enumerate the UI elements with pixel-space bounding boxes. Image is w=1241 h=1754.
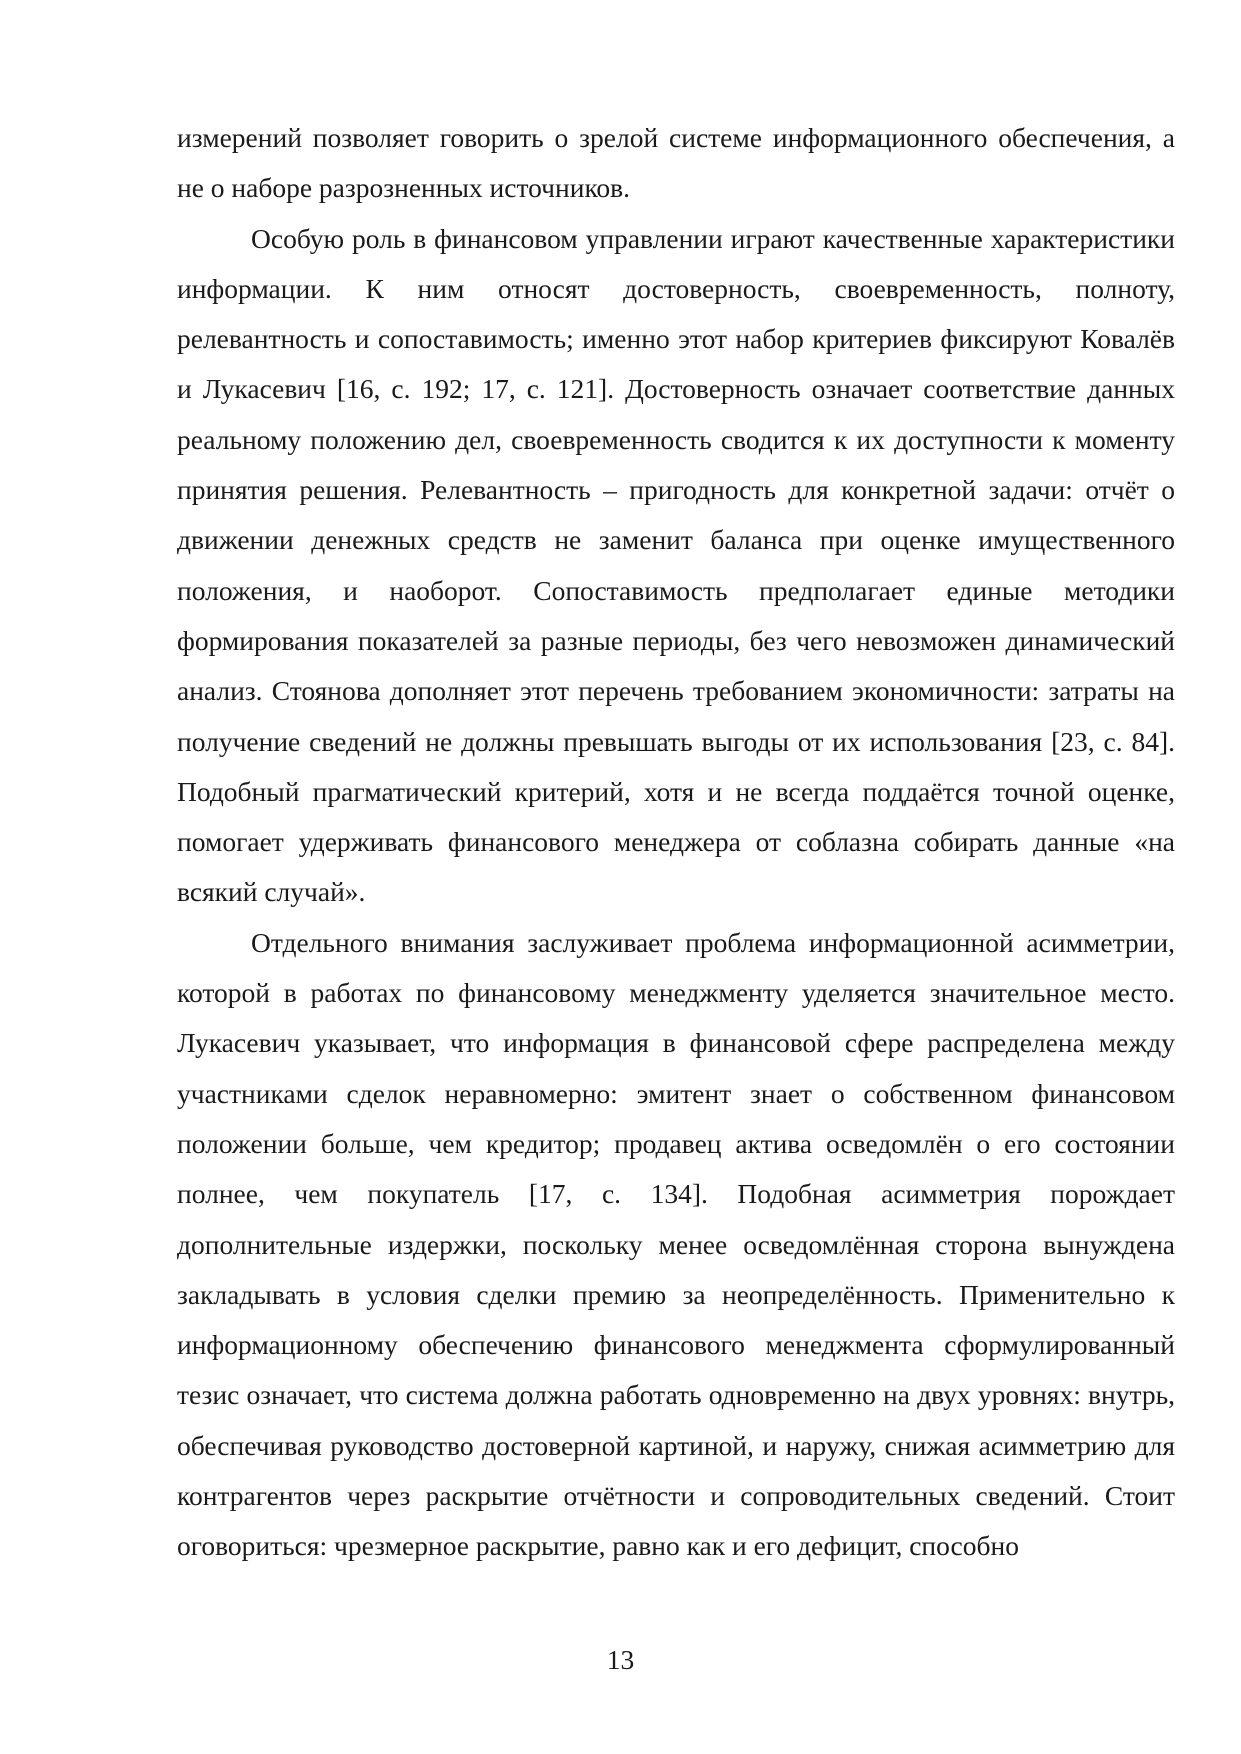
paragraph-continuation: измерений позволяет говорить о зрелой системе информационного обеспечения, а не о наборе разрозненных источников. — [177, 122, 1175, 204]
document-body — [177, 113, 1175, 1572]
paragraph-information-asymmetry: Отдельного внимания заслуживает проблема информационной асимметрии, которой в работах по финансовому менеджменту уделяется значительное место. Лукасевич указывает, что информация в финансовой сфере распределена между участниками сделок неравномерно: эмитент знает о собственном финансовом положении больше, чем кредитор; продавец актива осведомлён о его состоянии полнее, чем покупатель [17, с. 134]. Подобная асимметрия порождает дополнительные издержки, поскольку менее осведомлённая сторона вынуждена закладывать в условия сделки премию за неопределённость. Применительно к информационному обеспечению финансового менеджмента сформулированный тезис означает, что система должна работать одновременно на двух уровнях: внутрь, обеспечивая руководство достоверной картиной, и наружу, снижая асимметрию для контрагентов через раскрытие отчётности и сопроводительных сведений. Стоит оговориться: чрезмерное раскрытие, равно как и его дефицит, способно — [177, 926, 1175, 1562]
paragraph-information-quality: Особую роль в финансовом управлении играют качественные характеристики информации. К ним относят достоверность, своевременность, полноту, релевантность и сопоставимость; именно этот набор критериев фиксируют Ковалёв и Лукасевич [16, с. 192; 17, с. 121]. Достоверность означает соответствие данных реальному положению дел, своевременность сводится к их доступности к моменту принятия решения. Релевантность – пригодность для конкретной задачи: отчёт о движении денежных средств не заменит баланса при оценке имущественного положения, и наоборот. Сопоставимость предполагает единые методики формирования показателей за разные периоды, без чего невозможен динамический анализ. Стоянова дополняет этот перечень требованием экономичности: затраты на получение сведений не должны превышать выгоды от их использования [23, с. 84]. Подобный прагматический критерий, хотя и не всегда поддаётся точной оценке, помогает удерживать финансового менеджера от соблазна собирать данные «на всякий случай». — [177, 222, 1175, 908]
page-number: 13 — [606, 1644, 635, 1675]
